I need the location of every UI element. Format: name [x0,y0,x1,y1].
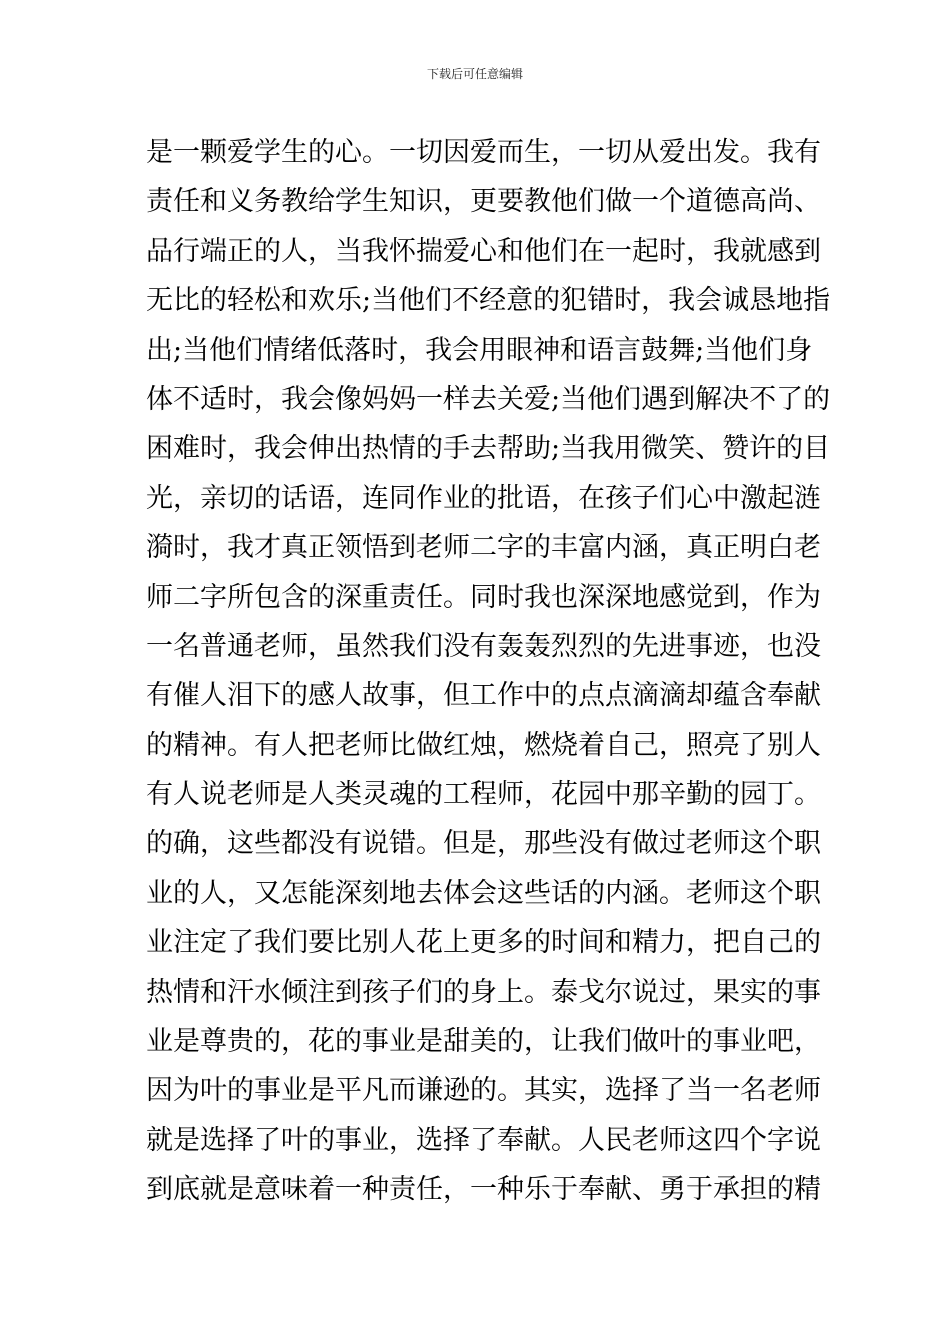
text-line: 的确，这些都没有说错。但是，那些没有做过老师这个职 [146,828,821,860]
text-line: 因为叶的事业是平凡而谦逊的。其实，选择了当一名老师 [146,1075,821,1107]
text-line: 业的人，又怎能深刻地去体会这些话的内涵。老师这个职 [146,877,821,909]
text-line: 漪时，我才真正领悟到老师二字的丰富内涵，真正明白老 [146,532,821,564]
text-line: 有人说老师是人类灵魂的工程师，花园中那辛勤的园丁。 [146,779,821,811]
text-line: 的精神。有人把老师比做红烛，燃烧着自己，照亮了别人 [146,729,821,761]
text-line: 师二字所包含的深重责任。同时我也深深地感觉到，作为 [146,581,821,613]
text-line: 体不适时，我会像妈妈一样去关爱;当他们遇到解决不了的 [146,383,831,415]
text-line: 品行端正的人，当我怀揣爱心和他们在一起时，我就感到 [146,235,821,267]
text-line: 一名普通老师，虽然我们没有轰轰烈烈的先进事迹，也没 [146,630,821,662]
text-line: 业是尊贵的，花的事业是甜美的，让我们做叶的事业吧， [146,1026,821,1058]
text-line: 责任和义务教给学生知识，更要教他们做一个道德高尚、 [146,186,821,218]
text-line: 热情和汗水倾注到孩子们的身上。泰戈尔说过，果实的事 [146,976,821,1008]
text-line: 有催人泪下的感人故事，但工作中的点点滴滴却蕴含奉献 [146,680,821,712]
text-line: 无比的轻松和欢乐;当他们不经意的犯错时，我会诚恳地指 [146,285,831,317]
text-line: 业注定了我们要比别人花上更多的时间和精力，把自己的 [146,927,821,959]
page-header: 下载后可任意编辑 [426,67,523,81]
text-line: 光，亲切的话语，连同作业的批语，在孩子们心中激起涟 [146,482,821,514]
text-line: 困难时，我会伸出热情的手去帮助;当我用微笑、赞许的目 [146,433,831,465]
body-text [146,128,831,1215]
text-line: 到底就是意味着一种责任，一种乐于奉献、勇于承担的精 [146,1174,821,1206]
text-line: 是一颗爱学生的心。一切因爱而生，一切从爱出发。我有 [146,137,821,168]
text-line: 出;当他们情绪低落时，我会用眼神和语言鼓舞;当他们身 [146,334,813,366]
text-line: 就是选择了叶的事业，选择了奉献。人民老师这四个字说 [146,1124,821,1156]
